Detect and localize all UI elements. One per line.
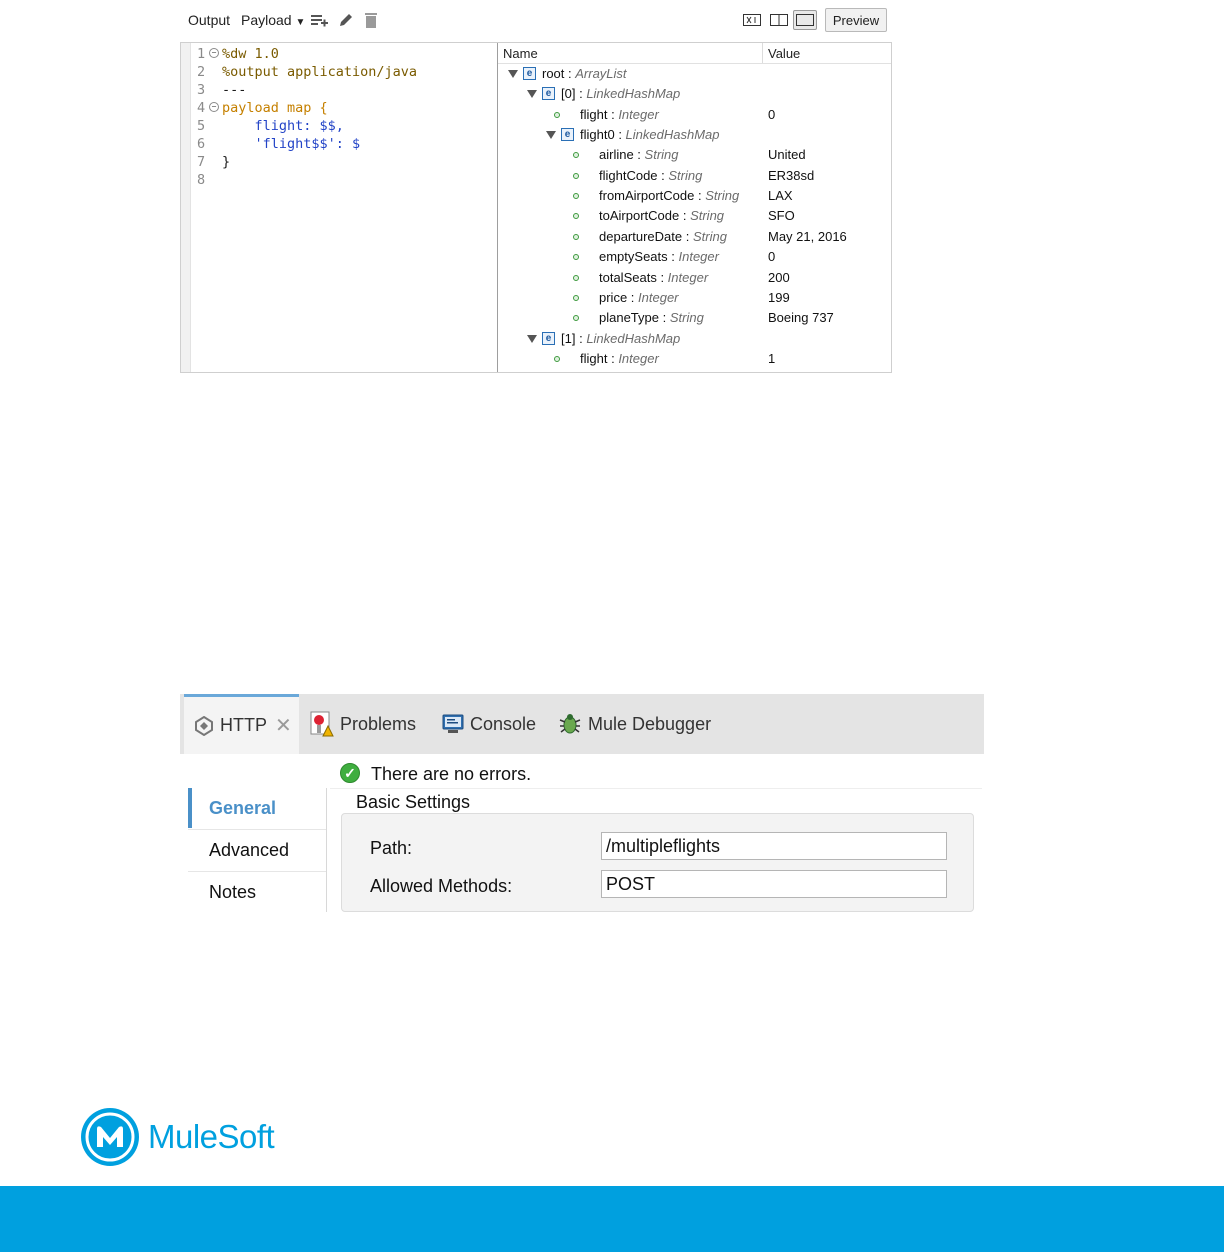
tree-node-label [599, 206, 724, 226]
tree-row[interactable] [498, 125, 891, 145]
value-column-header[interactable]: Value [768, 46, 801, 61]
node-type: Integer [678, 249, 719, 265]
node-name: price [599, 289, 628, 305]
node-name: fromAirportCode [599, 188, 695, 204]
object-node-icon: e [542, 87, 555, 100]
code-text: flight: $$, [222, 118, 344, 134]
type-separator: : [657, 167, 669, 183]
type-separator: : [575, 330, 587, 346]
field-node-icon [573, 234, 579, 240]
node-type: String [668, 167, 703, 183]
expand-triangle-icon[interactable] [527, 335, 537, 343]
field-node-icon [554, 112, 560, 118]
code-editor[interactable] [181, 43, 497, 372]
basic-settings-group [341, 813, 974, 912]
nav-item-advanced[interactable]: Advanced [209, 840, 290, 860]
editor-gutter [181, 43, 191, 372]
tab-http-label: HTTP [220, 715, 267, 735]
layout-split-icon[interactable] [767, 10, 791, 30]
node-type: Integer [667, 269, 709, 285]
node-name: flightCode [599, 167, 658, 183]
tree-header [498, 43, 891, 64]
tree-row[interactable] [498, 84, 891, 104]
tab-console-label: Console [470, 713, 537, 734]
path-label: Path: [370, 838, 413, 858]
type-separator: : [607, 350, 619, 366]
code-text: payload map { [222, 100, 328, 116]
expand-triangle-icon[interactable] [508, 70, 518, 78]
mulesoft-logo [80, 1106, 290, 1168]
problems-icon [310, 711, 334, 737]
type-separator: : [607, 106, 619, 122]
node-value: Boeing 737 [768, 310, 834, 326]
tree-node-label [580, 125, 720, 145]
type-separator: : [656, 269, 668, 285]
node-name: departureDate [599, 228, 683, 244]
node-name: flight [580, 106, 608, 122]
check-icon: ✓ [340, 763, 360, 783]
dataweave-body [180, 42, 892, 373]
layout-single-icon[interactable] [793, 10, 817, 30]
status-message-bar [330, 754, 982, 789]
node-type: String [690, 208, 725, 224]
code-text: 'flight$$': $ [222, 136, 361, 152]
line-number: 1 [197, 46, 206, 62]
tree-node-label [599, 308, 704, 328]
tab-problems-label: Problems [340, 713, 417, 734]
tree-row[interactable] [498, 206, 891, 226]
node-value: United [768, 147, 806, 163]
tree-node-label [599, 145, 679, 165]
line-number: 8 [197, 172, 206, 188]
view-tab-bar [180, 694, 984, 754]
line-number: 3 [197, 82, 206, 98]
tree-node-label [580, 105, 659, 125]
payload-dropdown[interactable] [241, 12, 305, 28]
node-value: May 21, 2016 [768, 228, 847, 244]
node-type: String [705, 188, 740, 204]
field-node-icon [573, 213, 579, 219]
node-value: 0 [768, 106, 776, 122]
type-separator: : [679, 208, 691, 224]
tree-node-label [599, 268, 708, 288]
brand-name: MuleSoft [148, 1118, 275, 1155]
code-text: } [222, 154, 231, 170]
tree-row[interactable] [498, 288, 891, 308]
field-node-icon [573, 193, 579, 199]
code-text: %output application/java [222, 64, 418, 80]
tree-row[interactable] [498, 145, 891, 165]
node-type: LinkedHashMap [586, 86, 681, 102]
tab-problems[interactable] [310, 694, 416, 754]
object-node-icon: e [561, 128, 574, 141]
line-number: 6 [197, 136, 206, 152]
node-name: [0] [561, 86, 576, 102]
tree-row[interactable] [498, 64, 891, 84]
mulesoft-logo-icon [80, 1107, 140, 1167]
type-separator: : [564, 66, 576, 81]
tree-row[interactable] [498, 247, 891, 267]
field-node-icon [573, 295, 579, 301]
field-node-icon [573, 254, 579, 260]
node-name: root [542, 66, 565, 81]
tree-node-label [599, 247, 719, 267]
expand-triangle-icon[interactable] [546, 131, 556, 139]
field-node-icon [573, 152, 579, 158]
nav-item-general[interactable]: General [188, 788, 326, 828]
tab-http[interactable] [184, 694, 299, 754]
delete-icon[interactable] [364, 11, 378, 29]
console-icon [442, 714, 464, 734]
node-type: LinkedHashMap [625, 127, 720, 143]
object-node-icon: e [523, 67, 536, 80]
allowed-methods-input[interactable] [601, 870, 947, 898]
node-value: SFO [768, 208, 795, 224]
code-text: %dw 1.0 [222, 46, 279, 62]
name-column-header[interactable]: Name [503, 46, 538, 61]
node-type: Integer [618, 106, 659, 122]
output-label: Output [188, 12, 231, 28]
type-separator: : [682, 228, 693, 244]
http-properties-content [180, 754, 984, 912]
preview-button[interactable]: Preview [825, 8, 887, 32]
tree-row[interactable] [498, 227, 891, 247]
field-node-icon [573, 275, 579, 281]
node-value: ER38sd [768, 167, 815, 183]
tree-node-label [580, 349, 659, 369]
tree-node-label [542, 64, 627, 84]
node-value: LAX [768, 188, 793, 204]
http-connector-icon [194, 716, 214, 736]
type-separator: : [667, 249, 679, 265]
type-separator: : [694, 188, 706, 204]
node-name: flight0 [580, 127, 615, 143]
expand-triangle-icon[interactable] [527, 90, 537, 98]
node-name: emptySeats [599, 249, 668, 265]
debugger-bug-icon [558, 712, 582, 736]
tree-row[interactable] [498, 349, 891, 369]
node-name: airline [599, 147, 634, 163]
node-value: 1 [768, 350, 776, 366]
type-separator: : [575, 86, 587, 102]
line-number: 2 [197, 64, 206, 80]
tree-row[interactable] [498, 186, 891, 206]
node-name: toAirportCode [599, 208, 680, 224]
fold-toggle-icon[interactable]: − [209, 48, 219, 58]
node-type: LinkedHashMap [586, 330, 681, 346]
line-number: 7 [197, 154, 206, 170]
tree-row[interactable] [498, 268, 891, 288]
node-type: ArrayList [575, 66, 627, 81]
field-node-icon [573, 173, 579, 179]
http-properties-panel [180, 694, 984, 912]
dropdown-caret-icon: ▼ [295, 17, 306, 28]
tree-row[interactable] [498, 308, 891, 328]
tab-mule-debugger[interactable] [558, 694, 711, 754]
layout-graphic-icon[interactable] [740, 10, 764, 30]
node-type: String [669, 310, 704, 326]
node-value: 0 [768, 249, 776, 265]
tab-mule-debugger-label: Mule Debugger [588, 713, 712, 734]
object-node-icon: e [542, 332, 555, 345]
output-preview-tree [498, 43, 891, 372]
properties-side-nav [188, 788, 327, 912]
type-separator: : [633, 147, 645, 163]
edit-icon[interactable] [338, 11, 354, 29]
line-number: 4 [197, 100, 206, 116]
field-node-icon [573, 315, 579, 321]
tab-console[interactable] [442, 694, 536, 754]
node-type: String [692, 228, 727, 244]
node-type: Integer [638, 289, 679, 305]
field-node-icon [554, 356, 560, 362]
tree-row[interactable] [498, 105, 891, 125]
payload-dropdown-label: Payload [241, 12, 292, 28]
dataweave-panel [180, 0, 892, 373]
nav-item-notes[interactable]: Notes [209, 882, 257, 902]
close-icon[interactable]: ✕ [275, 715, 292, 737]
type-separator: : [659, 310, 670, 326]
type-separator: : [614, 127, 626, 143]
tree-row[interactable] [498, 166, 891, 186]
footer-bar [0, 1186, 1224, 1252]
node-value: 199 [768, 289, 790, 305]
dataweave-toolbar [180, 0, 892, 42]
fold-toggle-icon[interactable]: − [209, 102, 219, 112]
node-name: flight [580, 350, 608, 366]
node-type: Integer [618, 350, 659, 366]
node-value: 200 [768, 269, 790, 285]
column-separator[interactable] [762, 43, 763, 63]
status-message: There are no errors. [371, 764, 532, 784]
node-name: [1] [561, 330, 576, 346]
tree-node-label [599, 288, 679, 308]
tree-node-label [599, 186, 739, 206]
node-name: totalSeats [599, 269, 657, 285]
node-name: planeType [599, 310, 659, 326]
allowed-methods-label: Allowed Methods: [370, 876, 513, 896]
type-separator: : [627, 289, 639, 305]
tree-node-label [599, 166, 702, 186]
tree-node-label [561, 84, 680, 104]
section-title: Basic Settings [356, 792, 471, 812]
add-target-icon[interactable] [311, 11, 329, 29]
code-text: --- [222, 82, 247, 98]
tree-node-label [561, 329, 680, 349]
node-type: String [644, 147, 679, 163]
tree-row[interactable] [498, 329, 891, 349]
tree-node-label [599, 227, 727, 247]
path-input[interactable] [601, 832, 947, 860]
line-number: 5 [197, 118, 206, 134]
